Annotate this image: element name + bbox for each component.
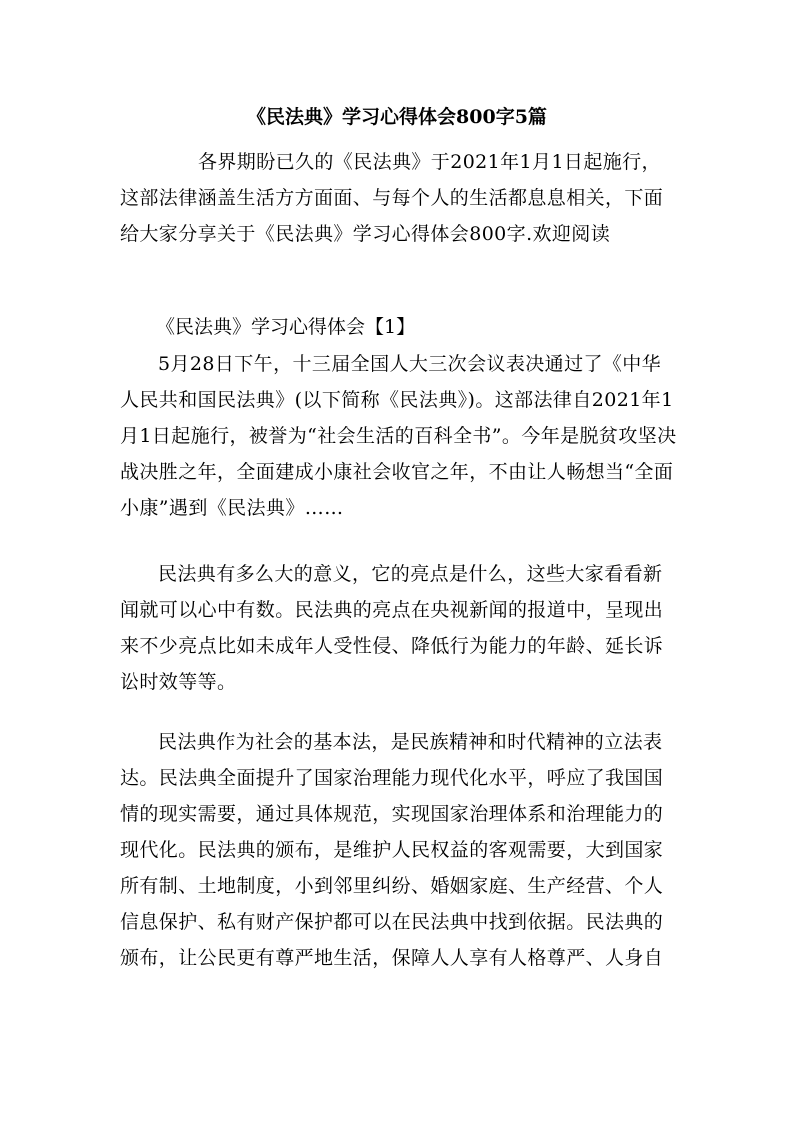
body-paragraph-2: 民法典有多么大的意义，它的亮点是什么，这些大家看看新闻就可以心中有数。民法典的亮点在央视新闻的报道中，呈现出来不少亮点比如未成年人受性侵、降低行为能力的年龄、延长诉讼时效等等。 — [120, 563, 664, 693]
body-paragraph-1: 5月28日下午，十三届全国人大三次会议表决通过了《中华人民共和国民法典》(以下简称《民法典》)。这部法律自2021年1月1日起施行，被誉为“社会生活的百科全书”。今年是脱贫攻坚决战决胜之年，全面建成小康社会收官之年，不由让人畅想当“全面小康”遇到《民法典》…… — [120, 353, 677, 519]
document-title: 《民法典》学习心得体会800字5篇 — [247, 106, 547, 128]
body-paragraph-3: 民法典作为社会的基本法，是民族精神和时代精神的立法表达。民法典全面提升了国家治理能力现代化水平，呼应了我国国情的现实需要，通过具体规范，实现国家治理体系和治理能力的现代化。民法典的颁布，是维护人民权益的客观需要，大到国家所有制、土地制度，小到邻里纠纷、婚姻家庭、生产经营、个人信息保护、私有财产保护都可以在民法典中找到依据。民法典的颁布，让公民更有尊严地生活，保障人人享有人格尊严、人身自 — [120, 731, 664, 969]
intro-paragraph: 各界期盼已久的《民法典》于2021年1月1日起施行，这部法律涵盖生活方方面面、与每个人的生活都息息相关，下面给大家分享关于《民法典》学习心得体会800字.欢迎阅读 — [120, 151, 664, 245]
section-heading: 《民法典》学习心得体会【1】 — [156, 316, 416, 338]
